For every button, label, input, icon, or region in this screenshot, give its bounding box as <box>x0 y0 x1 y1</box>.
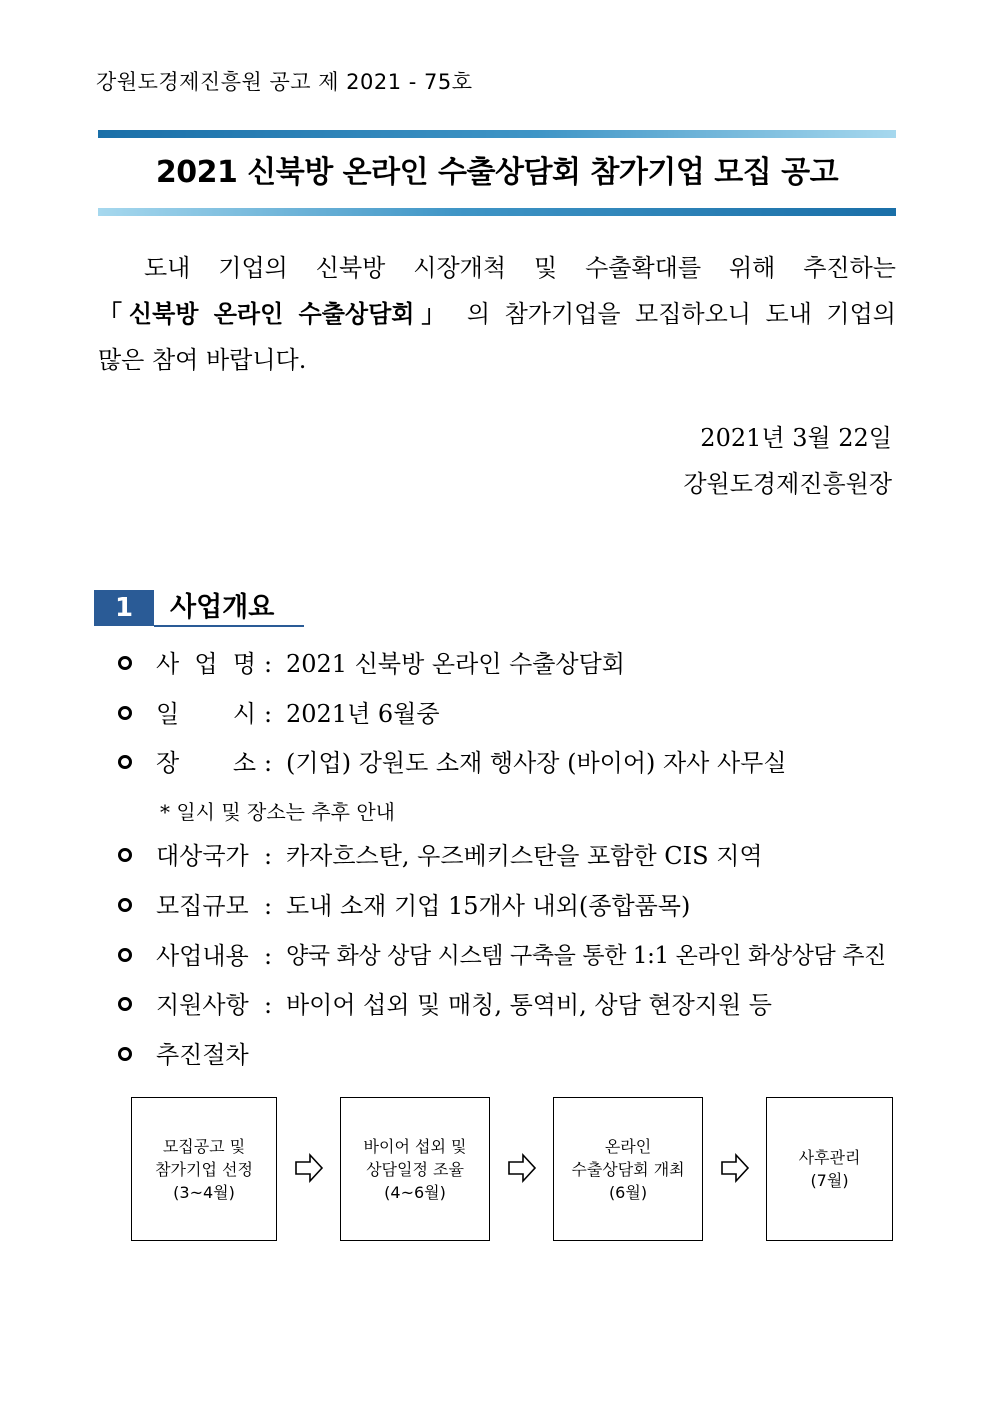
notice-date: 2021년 3월 22일 <box>700 424 892 452</box>
step-line: 참가기업 선정 <box>155 1159 253 1179</box>
item-value: 도내 소재 기업 15개사 내외(종합품목) <box>286 892 691 920</box>
step-period: (7월) <box>810 1171 849 1190</box>
item-value: 양국 화상 상담 시스템 구축을 통한 1:1 온라인 화상상담 추진 <box>286 943 886 969</box>
circle-bullet-icon <box>118 848 132 862</box>
right-outline-arrow-icon <box>294 1150 324 1186</box>
intro-line-1: 도내 기업의 신북방 시장개척 및 수출확대를 위해 추진하는 <box>144 254 896 282</box>
procedure-step-3 <box>553 1097 703 1241</box>
page-title: 2021 신북방 온라인 수출상담회 참가기업 모집 공고 <box>155 155 839 190</box>
item-colon: : <box>264 749 273 777</box>
item-label: 사 업 명 <box>156 650 256 678</box>
step-line: 상담일정 조율 <box>366 1159 464 1179</box>
item-colon: : <box>264 700 273 728</box>
section-header <box>94 590 304 628</box>
item-label: 사업내용 <box>156 942 249 970</box>
item-label: 모집규모 <box>156 892 249 920</box>
procedure-step-1 <box>131 1097 277 1241</box>
notice-number: 강원도경제진흥원 공고 제 2021 - 75호 <box>96 70 473 94</box>
right-outline-arrow-icon <box>720 1150 750 1186</box>
circle-bullet-icon <box>118 898 132 912</box>
procedure-label: 추진절차 <box>156 1041 249 1069</box>
intro-line-2 <box>98 294 896 329</box>
item-label: 대상국가 <box>156 842 249 870</box>
intro-line-2-rest: 의 참가기업을 모집하오니 도내 기업의 <box>466 300 896 328</box>
item-label: 지원사항 <box>156 991 249 1019</box>
step-line: 모집공고 및 <box>162 1136 246 1156</box>
schedule-note: * 일시 및 장소는 추후 안내 <box>160 800 395 824</box>
intro-line-3: 많은 참여 바랍니다. <box>98 346 307 374</box>
event-name: 「신북방 온라인 수출상담회」 <box>98 299 453 328</box>
step-period: (6월) <box>608 1182 648 1202</box>
item-colon: : <box>264 892 273 920</box>
step-period: (3~4월) <box>173 1182 235 1202</box>
issuer: 강원도경제진흥원장 <box>683 470 892 498</box>
item-colon: : <box>264 991 273 1019</box>
step-line: 온라인 <box>604 1136 652 1156</box>
item-colon: : <box>264 942 273 970</box>
item-label: 장 소 <box>156 749 256 777</box>
circle-bullet-icon <box>118 755 132 769</box>
item-value: (기업) 강원도 소재 행사장 (바이어) 자사 사무실 <box>286 749 787 777</box>
circle-bullet-icon <box>118 997 132 1011</box>
section-underline <box>154 625 304 627</box>
step-period: (4~6월) <box>384 1182 446 1202</box>
item-label: 일 시 <box>156 700 256 728</box>
section-number: 1 <box>94 590 154 626</box>
procedure-step-2 <box>340 1097 490 1241</box>
step-line: 바이어 섭외 및 <box>363 1136 467 1156</box>
section-title: 사업개요 <box>170 592 275 623</box>
item-value: 바이어 섭외 및 매칭, 통역비, 상담 현장지원 등 <box>286 991 772 1019</box>
circle-bullet-icon <box>118 1047 132 1061</box>
item-value: 2021년 6월중 <box>286 700 440 728</box>
title-bottom-bar <box>98 208 896 216</box>
procedure-step-4 <box>766 1097 893 1241</box>
title-top-bar <box>98 130 896 138</box>
circle-bullet-icon <box>118 656 132 670</box>
step-line: 수출상담회 개최 <box>571 1159 685 1179</box>
step-line: 사후관리 <box>798 1148 861 1167</box>
item-colon: : <box>264 842 273 870</box>
item-value: 2021 신북방 온라인 수출상담회 <box>286 650 625 678</box>
circle-bullet-icon <box>118 948 132 962</box>
item-colon: : <box>264 650 273 678</box>
circle-bullet-icon <box>118 706 132 720</box>
right-outline-arrow-icon <box>507 1150 537 1186</box>
item-value: 카자흐스탄, 우즈베키스탄을 포함한 CIS 지역 <box>286 842 763 870</box>
